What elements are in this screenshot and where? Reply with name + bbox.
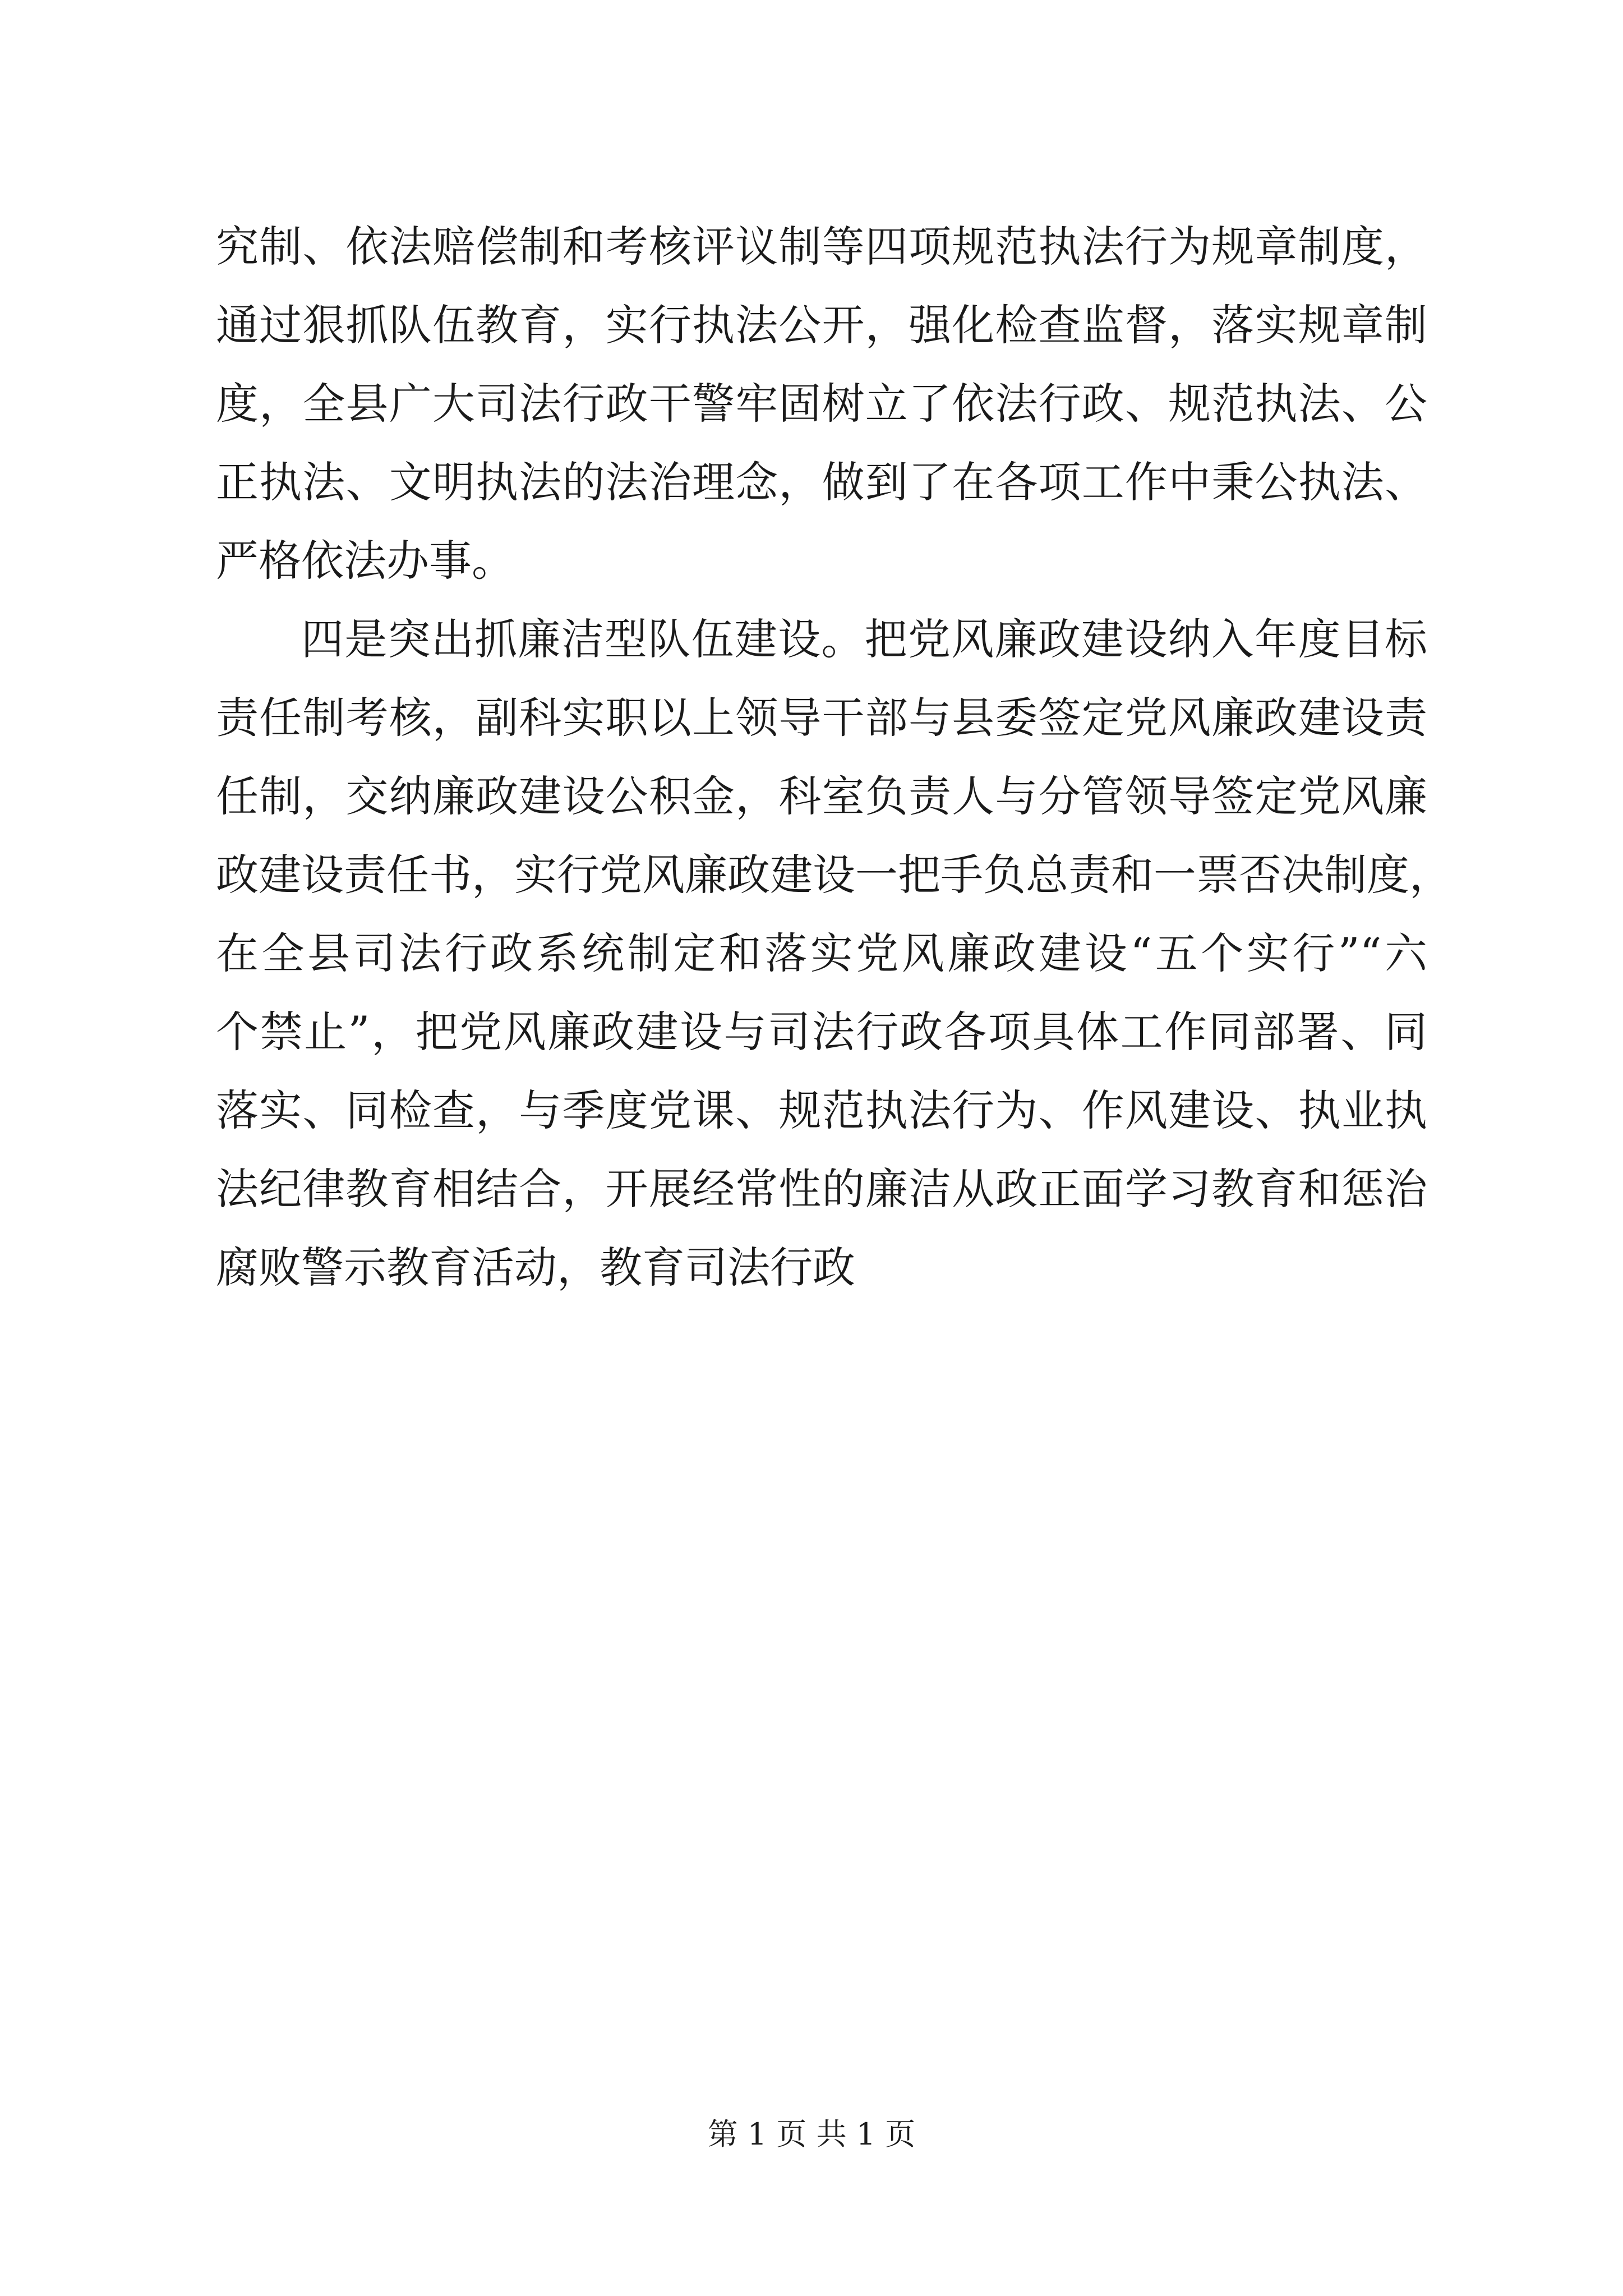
text-line: 法纪律教育相结合，开展经常性的廉洁从政正面学习教育和惩治: [216, 1164, 1427, 1214]
text-line: 在全县司法行政系统制定和落实党风廉政建设“五个实行”“六: [216, 928, 1427, 978]
text-line: 正执法、文明执法的法治理念，做到了在各项工作中秉公执法、: [216, 457, 1427, 507]
text-line: 通过狠抓队伍教育，实行执法公开，强化检查监督，落实规章制: [216, 300, 1427, 350]
text-line: 四是突出抓廉洁型队伍建设。把党风廉政建设纳入年度目标: [301, 614, 1427, 664]
page-footer: 第 1 页 共 1 页: [707, 2116, 916, 2152]
text-line: 个禁止”，把党风廉政建设与司法行政各项具体工作同部署、同: [216, 1007, 1427, 1057]
text-line: 腐败警示教育活动，教育司法行政: [216, 1243, 855, 1292]
text-line: 政建设责任书，实行党风廉政建设一把手负总责和一票否决制度，: [216, 850, 1452, 900]
text-line: 严格依法办事。: [216, 536, 514, 586]
text-line: 责任制考核，副科实职以上领导干部与县委签定党风廉政建设责: [216, 693, 1427, 743]
text-line: 落实、同检查，与季度党课、规范执法行为、作风建设、执业执: [216, 1085, 1427, 1135]
text-line: 任制，交纳廉政建设公积金，科室负责人与分管领导签定党风廉: [216, 771, 1427, 821]
text-line: 度，全县广大司法行政干警牢固树立了依法行政、规范执法、公: [216, 379, 1427, 429]
paragraph-2: [216, 600, 1452, 1307]
document-body: [216, 208, 1452, 1307]
text-line: 究制、依法赔偿制和考核评议制等四项规范执法行为规章制度，: [216, 222, 1427, 272]
paragraph-1: [216, 208, 1427, 600]
